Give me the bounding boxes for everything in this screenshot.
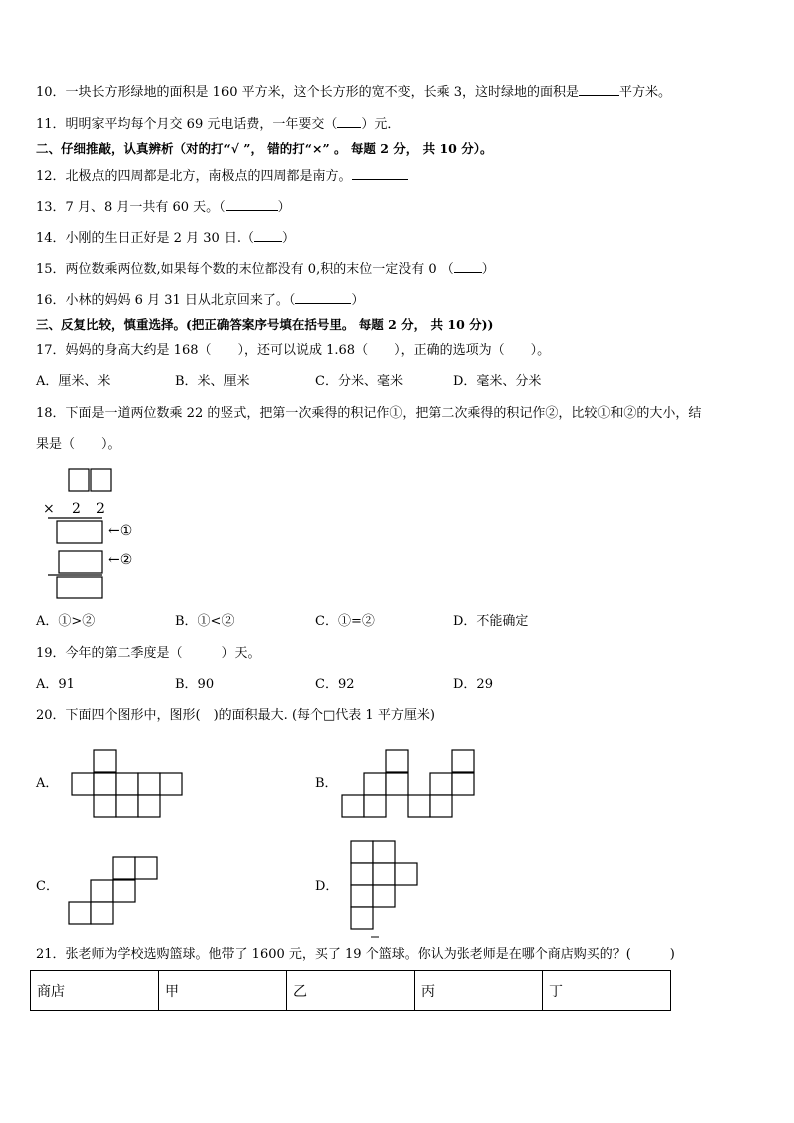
grid-cell [386,773,408,795]
question-17-text: 17．妈妈的身高大约是 168（ ），还可以说成 1.68（ ），正确的选项为（ ）。 [36,343,551,358]
question-11 [36,114,400,134]
grid-cell [452,773,474,795]
grid-cell [138,795,160,817]
grid-cell [364,795,386,817]
question-10 [36,82,671,102]
option-d[interactable]: D．29 [453,677,493,692]
answer-blank[interactable] [454,259,482,273]
grid-cell [116,795,138,817]
option-b[interactable]: B． [315,776,338,791]
question-20-text: 20．下面四个图形中，图形( )的面积最大. (每个□代表 1 平方厘米) [36,708,435,723]
grid-cell [135,857,157,879]
option-b[interactable]: B．90 [175,677,215,692]
option-c[interactable]: C．92 [315,677,355,692]
option-a[interactable]: A．91 [36,677,75,692]
shop-table [30,970,671,1011]
option-b[interactable]: B．①<② [175,614,235,629]
question-16-text: 16．小林的妈妈 6 月 31 日从北京回来了。（ [36,293,296,308]
table-cell: 丙 [415,971,543,1011]
question-13-close: ） [277,200,291,215]
answer-blank[interactable] [352,166,408,180]
question-18-line1: 18．下面是一道两位数乘 22 的竖式，把第一次乘得的积记作①，把第二次乘得的积记作②，比较①和②的大小，结 [36,406,702,421]
answer-blank[interactable] [579,82,619,96]
question-15-text: 15．两位数乘两位数,如果每个数的末位都没有 0,积的末位一定没有 0 （ [36,262,454,277]
grid-cell [373,841,395,863]
question-13-text: 13．7 月、8 月一共有 60 天。（ [36,200,226,215]
vertical-multiplication-diagram [40,465,170,605]
grid-cell [160,773,182,795]
grid-cell [91,902,113,924]
option-c[interactable]: C． [36,879,59,894]
question-12-text: 12．北极点的四周都是北方，南极点的四周都是南方。 [36,169,352,184]
times-sign: × [43,501,55,517]
grid-cell [94,750,116,772]
grid-cell [395,863,417,885]
product-box-1[interactable] [57,521,102,543]
question-14 [36,228,295,248]
result-box[interactable] [57,577,102,598]
figure-c [67,856,167,930]
grid-cell [430,773,452,795]
question-10-unit: 平方米。 [619,85,672,100]
answer-blank[interactable] [295,290,351,304]
grid-cell [373,885,395,907]
grid-cell [94,795,116,817]
figure-b [340,749,480,823]
product-box-2[interactable] [59,551,102,573]
figure-d [349,840,429,940]
option-a[interactable]: A．①>② [36,614,96,629]
grid-cell [94,773,116,795]
question-14-text: 14．小刚的生日正好是 2 月 30 日.（ [36,231,255,246]
answer-blank[interactable] [226,197,278,211]
option-d[interactable]: D．毫米、分米 [453,374,542,389]
question-11-unit: ）元． [361,117,401,132]
arrow-label-2: ←② [108,552,133,568]
grid-cell [116,773,138,795]
question-16-close: ） [351,293,365,308]
table-cell: 甲 [159,971,287,1011]
grid-cell [386,750,408,772]
table-cell: 丁 [543,971,671,1011]
grid-cell [342,795,364,817]
question-16 [36,290,364,310]
option-c[interactable]: C．①=② [315,614,375,629]
multiplier-digit: 2 [96,501,105,517]
grid-cell [351,885,373,907]
grid-cell [69,902,91,924]
table-row [31,971,671,1011]
grid-cell [113,857,135,879]
question-15 [36,259,495,279]
question-19-text: 19．今年的第二季度是（ ）天。 [36,646,261,661]
answer-blank[interactable] [337,114,361,128]
section-3-heading: 三、反复比较，慎重选择。(把正确答案序号填在括号里。 每题 2 分， 共 10 分)) [36,317,494,332]
question-18-line2: 果是（ ）。 [36,437,121,452]
grid-cell [373,863,395,885]
question-10-text: 10．一块长方形绿地的面积是 160 平方米，这个长方形的宽不变，长乘 3，这时绿地的面积是 [36,85,580,100]
grid-cell [351,841,373,863]
grid-cell [364,773,386,795]
option-b[interactable]: B．米、厘米 [175,374,250,389]
grid-cell [408,795,430,817]
grid-cell [452,750,474,772]
option-c[interactable]: C．分米、毫米 [315,374,403,389]
table-cell: 商店 [31,971,159,1011]
grid-cell [72,773,94,795]
digit-box[interactable] [91,469,111,491]
figure-a [70,749,190,823]
table-cell: 乙 [287,971,415,1011]
grid-cell [138,773,160,795]
question-13 [36,197,291,217]
grid-cell [351,863,373,885]
grid-cell [430,795,452,817]
option-d[interactable]: D．不能确定 [453,614,529,629]
question-12 [36,166,408,186]
grid-cell [351,907,373,929]
option-d[interactable]: D． [315,879,339,894]
question-11-text: 11．明明家平均每个月交 69 元电话费，一年要交（ [36,117,338,132]
question-21-text: 21．张老师为学校选购篮球。他带了 1600 元，买了 19 个篮球。你认为张老师是在哪个商店购买的？( ) [36,947,675,962]
digit-box[interactable] [69,469,89,491]
answer-blank[interactable] [254,228,282,242]
option-a[interactable]: A． [36,776,59,791]
multiplier-digit: 2 [72,501,81,517]
grid-cell [91,880,113,902]
option-a[interactable]: A．厘米、米 [36,374,111,389]
grid-cell [113,880,135,902]
arrow-label-1: ←① [108,523,133,539]
question-15-close: ） [481,262,495,277]
section-2-heading: 二、仔细推敲，认真辨析（对的打“√ ”， 错的打“×” 。 每题 2 分， 共 10 分）。 [36,141,493,156]
question-14-close: ） [282,231,296,246]
